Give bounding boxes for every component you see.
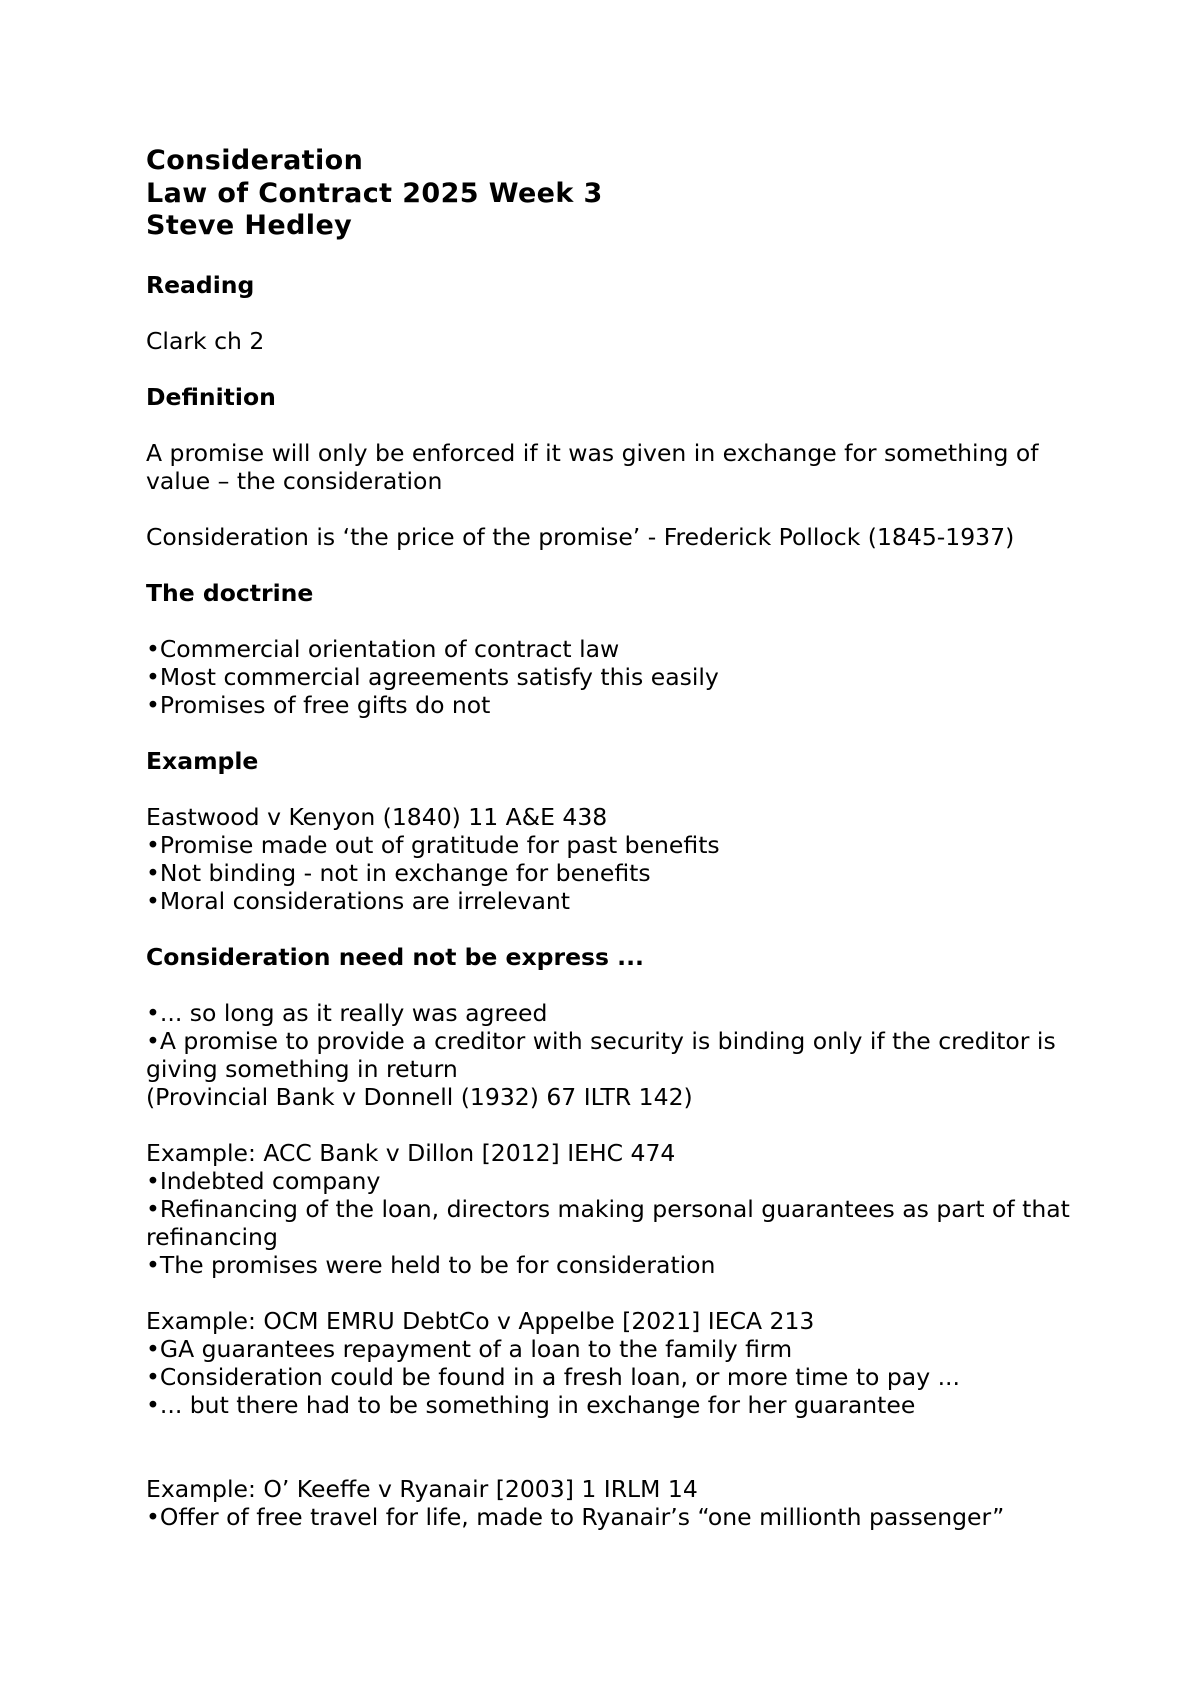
case-citation: Example: ACC Bank v Dillon [2012] IEHC 474 — [146, 1138, 676, 1167]
case-citation: Example: O’ Keeffe v Ryanair [2003] 1 IRLM 14 — [146, 1474, 698, 1503]
definition-heading: Definition — [146, 382, 276, 411]
list-item: • GA guarantees repayment of a loan to the family firm — [146, 1335, 1096, 1363]
case-citation: Eastwood v Kenyon (1840) 11 A&E 438 — [146, 802, 608, 831]
case-citation: (Provincial Bank v Donnell (1932) 67 ILTR 142) — [146, 1082, 693, 1111]
list-item: • Promises of free gifts do not — [146, 691, 1096, 719]
example-heading: Example — [146, 746, 259, 775]
list-item: • Indebted company — [146, 1167, 1096, 1195]
list-item: • Consideration could be found in a fresh loan, or more time to pay ... — [146, 1363, 1096, 1391]
definition-quote: Consideration is ‘the price of the promise’ - Frederick Pollock (1845-1937) — [146, 522, 1015, 551]
case-citation: Example: OCM EMRU DebtCo v Appelbe [2021] IECA 213 — [146, 1306, 815, 1335]
list-item: • Promise made out of gratitude for past benefits — [146, 831, 1096, 859]
document-page — [146, 145, 1096, 1531]
doctrine-heading: The doctrine — [146, 578, 314, 607]
definition-paragraph: A promise will only be enforced if it was given in exchange for something of value – the consideration — [146, 438, 1046, 495]
list-item: • The promises were held to be for consideration — [146, 1251, 1096, 1279]
title-line-topic: Consideration — [146, 145, 364, 176]
reading-heading: Reading — [146, 270, 255, 299]
list-item: • ... so long as it really was agreed — [146, 999, 1096, 1027]
list-item: • Refinancing of the loan, directors making personal guarantees as part of that refinancing — [146, 1195, 1096, 1251]
list-item: • A promise to provide a creditor with security is binding only if the creditor is giving something in return — [146, 1027, 1096, 1083]
title-line-course: Law of Contract 2025 Week 3 — [146, 177, 603, 209]
list-item: • Offer of free travel for life, made to Ryanair’s “one millionth passenger” — [146, 1503, 1096, 1531]
list-item: • ... but there had to be something in exchange for her guarantee — [146, 1391, 1096, 1419]
list-item: • Commercial orientation of contract law — [146, 635, 1096, 663]
list-item: • Not binding - not in exchange for benefits — [146, 859, 1096, 887]
list-item: • Moral considerations are irrelevant — [146, 887, 1096, 915]
list-item: • Most commercial agreements satisfy this easily — [146, 663, 1096, 691]
express-heading: Consideration need not be express ... — [146, 942, 644, 971]
document-title — [146, 145, 1096, 243]
title-line-author: Steve Hedley — [146, 210, 353, 241]
reading-text: Clark ch 2 — [146, 326, 265, 355]
